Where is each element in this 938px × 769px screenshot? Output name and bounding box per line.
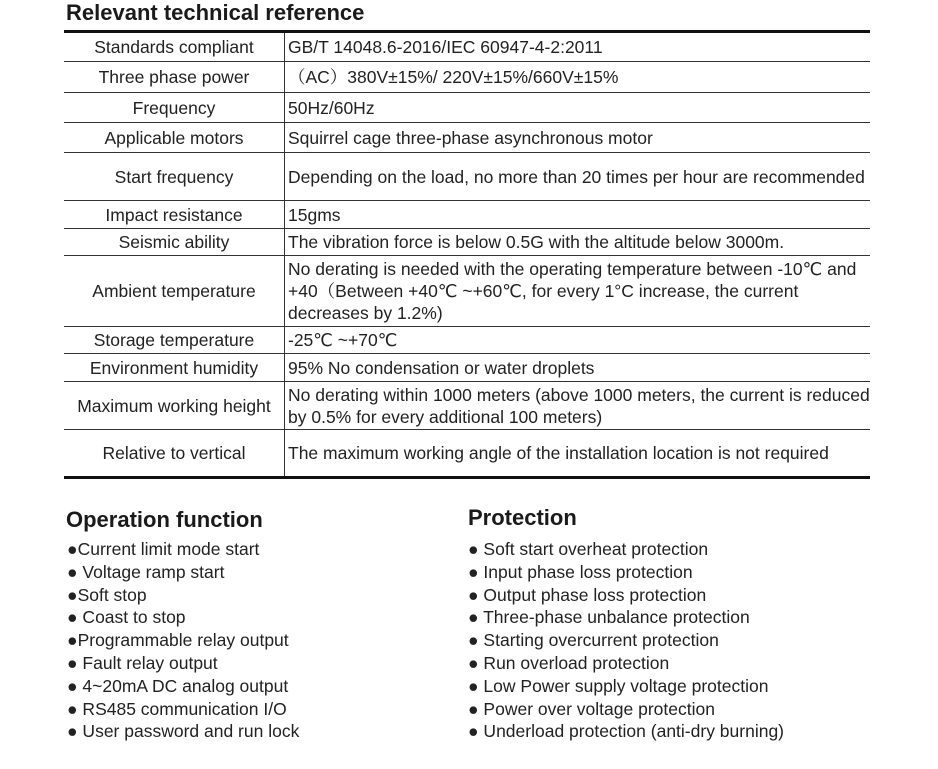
protection-title: Protection [468,505,577,530]
list-item: ● Soft start overheat protection [468,539,709,559]
spec-value: GB/T 14048.6-2016/IEC 60947-4-2:2011 [285,32,871,62]
spec-key: Applicable motors [64,123,285,153]
spec-key: Impact resistance [64,201,285,229]
table-row [64,32,870,62]
table-row [64,123,870,153]
table-row [64,327,870,354]
spec-key: Start frequency [64,153,285,201]
spec-key: Maximum working height [64,382,285,430]
list-item: ● Three-phase unbalance protection [468,607,750,628]
spec-value: 50Hz/60Hz [285,93,871,123]
table-row [64,354,870,382]
list-item: ● Power over voltage protection [468,698,715,719]
operation-title: Operation function [66,507,263,532]
spec-value: The vibration force is below 0.5G with the altitude below 3000m. [285,229,871,256]
spec-value: 95% No condensation or water droplets [285,354,871,382]
list-item: ● RS485 communication I/O [67,698,287,719]
list-item: ● Fault relay output [67,652,218,673]
spec-key: Storage temperature [64,327,285,354]
reference-title: Relevant technical reference [66,0,365,25]
list-item: ●Programmable relay output [67,630,289,651]
spec-value: The maximum working angle of the installation location is not required [285,430,871,478]
spec-value: No derating is needed with the operating temperature between -10℃ and +40（Between +40℃ ~+60℃, for every 1°C increase, the current decreases by 1.2%) [285,256,871,327]
list-item: ● Voltage ramp start [67,561,225,582]
spec-value: No derating within 1000 meters (above 1000 meters, the current is reduced by 0.5% for every additional 100 meters) [285,382,871,430]
spec-key: Environment humidity [64,354,285,382]
spec-value: （AC）380V±15%/ 220V±15%/660V±15% [285,62,871,93]
spec-table [64,30,870,479]
table-row [64,62,870,93]
spec-key: Ambient temperature [64,256,285,327]
list-item: ● Starting overcurrent protection [468,630,719,651]
table-row [64,382,870,430]
list-item: ● 4~20mA DC analog output [67,675,289,696]
list-item: ● Coast to stop [67,607,186,628]
list-item: ● Underload protection (anti-dry burning) [468,721,785,742]
table-row [64,256,870,327]
spec-value: -25℃ ~+70℃ [285,327,871,354]
table-row [64,430,870,478]
spec-key: Relative to vertical [64,430,285,478]
protection-list [468,538,784,743]
operation-list [67,538,299,743]
list-item: ● User password and run lock [67,721,300,742]
table-row [64,229,870,256]
spec-value: 15gms [285,201,871,229]
spec-value: Squirrel cage three-phase asynchronous motor [285,123,871,153]
spec-key: Frequency [64,93,285,123]
list-item: ● Output phase loss protection [468,584,707,605]
spec-key: Seismic ability [64,229,285,256]
table-row [64,153,870,201]
table-row [64,93,870,123]
list-item: ● Input phase loss protection [468,561,693,582]
spec-value: Depending on the load, no more than 20 times per hour are recommended [285,153,871,201]
list-item: ● Low Power supply voltage protection [468,675,769,696]
spec-key: Standards compliant [64,32,285,62]
table-row [64,201,870,229]
spec-key: Three phase power [64,62,285,93]
list-item: ●Soft stop [67,584,147,605]
list-item: ● Run overload protection [468,652,670,673]
list-item: ●Current limit mode start [67,539,260,559]
